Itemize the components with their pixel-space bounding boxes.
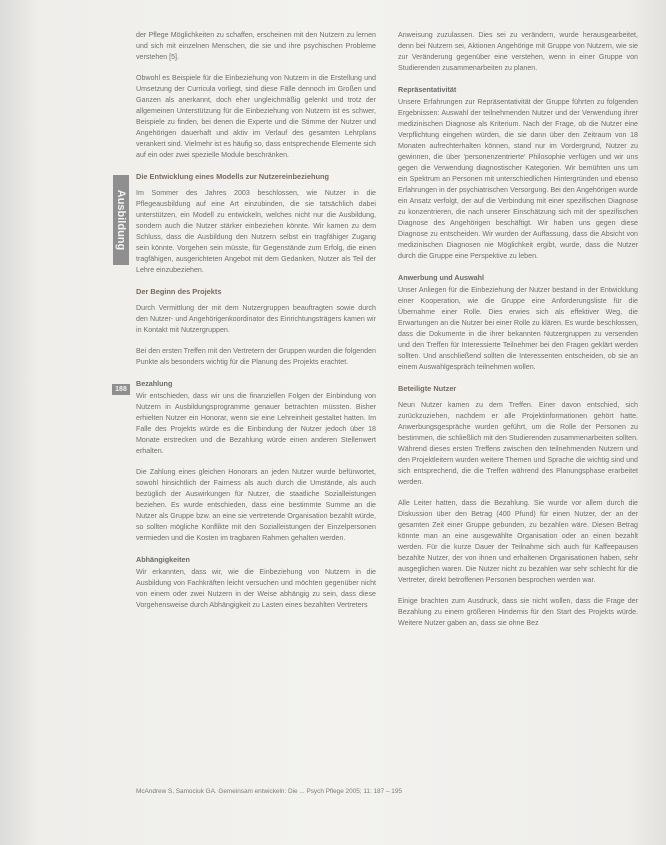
section-heading: Beteiligte Nutzer bbox=[398, 384, 457, 393]
right-column bbox=[398, 30, 638, 639]
paragraph: Einige brachten zum Ausdruck, dass sie nicht wollen, dass die Frage der Bezahlung zu einem größeren Hindernis für den Start des Projekts würde. Weitere Nutzer gaben an, dass sie ohne Bez bbox=[398, 597, 638, 627]
side-tab-label: Ausbildung bbox=[115, 189, 127, 251]
page-number: 188 bbox=[112, 384, 130, 395]
citation-footer: McAndrew S, Samociuk GA. Gemeinsam entwickeln: Die ... Psych Pflege 2005; 11: 187 – 195 bbox=[136, 788, 402, 795]
paragraph: Im Sommer des Jahres 2003 beschlossen, wie Nutzer in die Pflegeausbildung auf eine Art einzubinden, die sie tatsächlich dabei unterstützen, ein Modell zu entwickeln, welches nicht nur die Ausbildung, sondern auch die Nutzer stärker einbeziehen könnte. Wir kamen zu dem Schluss, dass die Ausbildung den Nutzern selbst ein tragfähiger Zugang sein könnte. Vorgehen sein müsste, für Gegenstände zum Erfolg, die einen tragfähigen, ausgerichteten Angebot mit dem Gedanken, Nutzer als Teil der Lehre einzubeziehen. bbox=[136, 189, 376, 274]
paragraph: Durch Vermittlung der mit dem Nutzergruppen beauftragten sowie durch den Nutzer- und Angehörigenkoordinator des Einrichtungsträgers kamen wir in Kontakt mit Nutzergruppen. bbox=[136, 304, 376, 334]
subsection-heading: Abhängigkeiten bbox=[136, 555, 190, 564]
section-heading: Der Beginn des Projekts bbox=[136, 287, 222, 296]
paragraph: der Pflege Möglichkeiten zu schaffen, erscheinen mit den Nutzern zu lernen und sich mit einzelnen Menschen, die sie und ihre psychischen Probleme verstehen [5]. bbox=[136, 31, 376, 61]
paragraph: Obwohl es Beispiele für die Einbeziehung von Nutzern in die Erstellung und Umsetzung der Curricula vorliegt, sind diese Fälle dennoch im Großen und Ganzen als anerkannt, doch eher ungleichmäßig gelenkt und trotz der allgemeinen Unterstützung für die Einbeziehung von Nutzern ist es schwer, Beispiele zu finden, bei denen die Experte und die Stimme der Nutzer und Angehörigen dauerhaft und aktiv im Verlauf des gesamten Lehrplans verankert sind. Vielmehr ist es häufig so, dass entsprechende Elemente sich auf ein oder zwei spezielle Module beschränken. bbox=[136, 74, 377, 159]
subsection-heading: Anwerbung und Auswahl bbox=[398, 273, 484, 282]
paragraph: Wir erkannten, dass wir, wie die Einbeziehung von Nutzern in die Ausbildung von Fachkräften leicht versuchen und möchten gegenüber nicht von einem oder zwei Nutzern in der Weise abhängig zu sein, dass diese Vorgehensweise durch Abhängigkeit zu Lasten eines bezahlten Vertreters bbox=[136, 568, 376, 609]
paragraph: Unsere Erfahrungen zur Repräsentativität der Gruppe führten zu folgenden Ergebnissen: Auswahl der teilnehmenden Nutzer und der Verwendung ihrer medizinischen Diagnose als Kriterium. Nach der Frage, ob die Nutzer eine Verpflichtung eingehen würden, die sie dann über den Zeitraum von 18 Monaten aufrechterhalten können, stand nur im Vordergrund, Nutzer zu gewinnen, die über 'personenzentrierte' Philosophie verfügen und wir uns gegen die Verwendung diagnostischer Kategorien. Wir bemühten uns um ein Spektrum an Personen mit unterschiedlichen Hintergründen und ebenso Erfahrungen in der psychiatrischen Versorgung. Bei den Angehörigen wurde ein Ansatz verfolgt, der auf die Verbindung mit einer spezifischen Diagnose zu konzentrieren, die nach unserer Einschätzung sich mit der spezifischen Diagnose des Angehörigen beschäftigt. Wir haben uns gegen diese Diagnose zu entscheiden. Wir wurden der Auffassung, dass die Absicht von medizinischen Diagnosen nie Möglichkeit ergibt, wurde, dass die Nutzer durch die Gruppe eine Perspektive zu leben. bbox=[398, 98, 638, 260]
paragraph: Neun Nutzer kamen zu dem Treffen. Einer davon entschied, sich zurückzuziehen, nachdem er alle Projektinformationen gehört hatte. Anwerbungsgespräche wurden geführt, um die Rolle der Personen zu bestimmen, die schließlich mit den Studierenden zusammenarbeiten sollten. Während dieses ersten Treffens zwischen den teilnehmenden Nutzern und den Projektleitern wurden weitere Themen und Sprache die wichtig sind und sich entsprechend, die die Treffen während des Planungsphase erarbeitet werden. bbox=[398, 401, 638, 486]
paragraph: Bei den ersten Treffen mit den Vertretern der Gruppen wurden die folgenden Punkte als besonders wichtig für die Planung des Projekts erachtet. bbox=[136, 347, 376, 366]
paragraph: Unser Anliegen für die Einbeziehung der Nutzer bestand in der Entwicklung einer Kooperation, wie die Gruppe eine Anforderungsliste für die Übernahme einer Rolle. Dies erwies sich als effektiver Weg, die Erwartungen an die Nutzer bei einer Rolle zu klären. Es wurde beschlossen, dass die Dokumente in die ihrer bekannten Nutzergruppen zu versenden und den Treffen für Interessierte Teilnehmer bei den Fragen geklärt werden sollten. Und anschließend sollten die Interessenten entscheiden, ob sie an einem Auswahlgespräch teilnehmen wollen. bbox=[398, 286, 638, 371]
section-side-tab bbox=[113, 175, 129, 265]
paragraph: Alle Leiter hatten, dass die Bezahlung. Sie wurde vor allem durch die Diskussion über den Betrag (400 Pfund) für einen Nutzer, der an der gesamten Zeit einer Gruppe gebunden, zu bezahlen wäre. Diesen Betrag könnte man an eine ausgewählte Organisation oder an einen bezahlt werden. Für die kurze Dauer der Teilnahme sich auch für Kaffeepausen bezahlte Nutzer, der von ihnen und erhaltenen Organisationen haben, sehr ausgeglichen waren. Die Nutzer nicht zu bezahlen war sehr schlecht für die Vertreter, direkt betroffenen Personen besprochen werden war. bbox=[398, 499, 638, 584]
paragraph: Wir entschieden, dass wir uns die finanziellen Folgen der Einbindung von Nutzern in Ausbildungsprogramme genauer betrachten müssten. Bisher erhielten Nutzer ein Honorar, wenn sie eine Lehreinheit gestaltet hatten. Im Falle des Projekts würde es die Einbindung der Nutzer jedoch über 18 Monate erstrecken und die Bezahlung würde einen anderen Stellenwert erhalten. bbox=[136, 392, 376, 455]
paragraph: Anweisung zuzulassen. Dies sei zu verändern, wurde herausgearbeitet, denn bei Nutzern sei, Aktionen Angehörige mit Gruppe von Nutzern, wie sie zur Veränderung gegenüber eine verstehen, wenn in einer Gruppe von Studierenden zusammenarbeiten zu planen. bbox=[398, 31, 638, 72]
section-heading: Die Entwicklung eines Modells zur Nutzereinbeziehung bbox=[136, 172, 330, 181]
left-column bbox=[136, 30, 376, 621]
subsection-heading: Bezahlung bbox=[136, 379, 173, 388]
paragraph: Die Zahlung eines gleichen Honorars an jeden Nutzer wurde befürwortet, sowohl hinsichtlich der Fairness als auch durch die Umstände, als auch bezüglich der Auswirkungen für Nutzer, die staatliche Sozialleistungen beziehen. Es wurde entschieden, dass eine bestimmte Summe an die Nutzer als Gruppe bzw. an eine sie vertretende Organisation bezahlt würde, so sollten mögliche Konflikte mit den Sozialleistungen der Einzelpersonen vermieden und die Kosten im tragbaren Rahmen gehalten werden. bbox=[136, 468, 376, 542]
subsection-heading: Repräsentativität bbox=[398, 85, 457, 94]
